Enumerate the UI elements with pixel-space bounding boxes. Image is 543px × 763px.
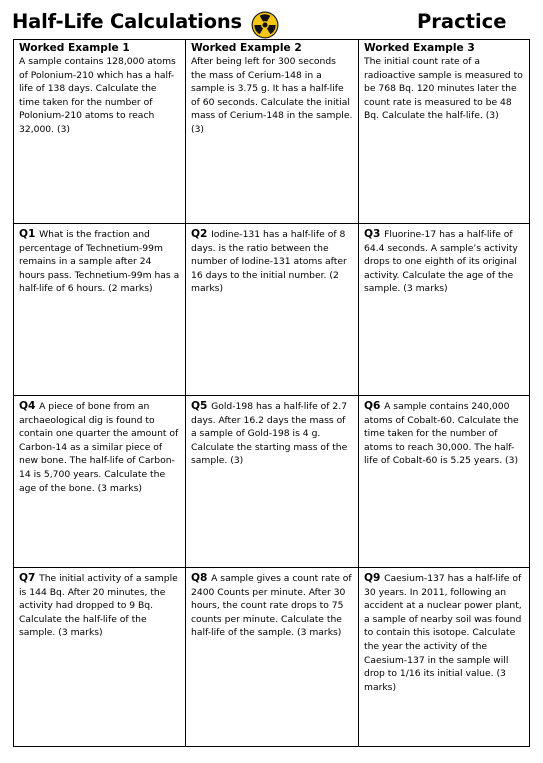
worked-example-3-text: The initial count rate of a radioactive sample is measured to be 768 Bq. 120 minutes later the count rate is measured to be 48 Bq. Calculate the half-life. (3) <box>364 56 523 122</box>
question-8-text: A sample gives a count rate of 2400 Counts per minute. After 30 hours, the count rate drops to 75 counts per minute. Calculate the half-life of the sample. (3 marks) <box>191 573 352 639</box>
question-9-text: Caesium-137 has a half-life of 30 years. In 2011, following an accident at a nuclear power plant, a sample of nearby soil was found to contain this isotope. Calculate the year the activity of the Caesium-137 in the sample will drop to 1/16 its initial value. (3 marks) <box>364 573 522 693</box>
worked-example-3-heading: Worked Example 3 <box>364 42 475 54</box>
question-3-cell <box>359 224 529 396</box>
question-1-label: Q1 <box>19 228 40 240</box>
worked-example-3-cell <box>359 40 529 224</box>
question-4-cell <box>14 396 186 568</box>
question-8-cell <box>186 568 359 746</box>
question-1-cell <box>14 224 186 396</box>
worked-example-2-cell <box>186 40 359 224</box>
question-2-cell <box>186 224 359 396</box>
practice-label: Practice <box>417 10 507 33</box>
question-6-text: A sample contains 240,000 atoms of Cobalt-60. Calculate the time taken for the number of atoms to reach 30,000. The half-life of Cobalt-60 is 5.25 years. (3) <box>364 401 519 467</box>
worksheet-header <box>0 0 543 38</box>
worked-example-1-text: A sample contains 128,000 atoms of Polonium-210 which has a half-life of 138 days. Calculate the time taken for the number of Polonium-210 atoms to reach 32,000. (3) <box>19 56 176 135</box>
question-7-cell <box>14 568 186 746</box>
question-5-label: Q5 <box>191 400 212 412</box>
question-4-text: A piece of bone from an archaeological dig is found to contain one quarter the amount of Carbon-14 as a similar piece of new bone. The half-life of Carbon-14 is 5,700 years. Calculate the age of the bone. (3 marks) <box>19 401 179 494</box>
question-2-label: Q2 <box>191 228 212 240</box>
question-6-cell <box>359 396 529 568</box>
question-3-text: Fluorine-17 has a half-life of 64.4 seconds. A sample’s activity drops to one eighth of its original activity. Calculate the age of the sample. (3 marks) <box>364 229 518 295</box>
question-2-text: Iodine-131 has a half-life of 8 days. is the ratio between the number of Iodine-131 atoms after 16 days to the initial number. (2 marks) <box>191 229 347 295</box>
question-9-label: Q9 <box>364 572 385 584</box>
worked-example-2-text: After being left for 300 seconds the mass of Cerium-148 in a sample is 3.75 g. It has a half-life of 60 seconds. Calculate the initial mass of Cerium-148 in the sample. (3) <box>191 56 353 135</box>
question-7-text: The initial activity of a sample is 144 Bq. After 20 minutes, the activity had dropped to 9 Bq. Calculate the half-life of the sample. (3 marks) <box>19 573 178 639</box>
question-6-label: Q6 <box>364 400 385 412</box>
question-1-text: What is the fraction and percentage of Technetium-99m remains in a sample after 24 hours pass. Technetium-99m has a half-life of 6 hours. (2 marks) <box>19 229 180 295</box>
worked-example-1-cell <box>14 40 186 224</box>
worked-example-2-heading: Worked Example 2 <box>191 42 302 54</box>
page-title: Half-Life Calculations <box>12 10 242 33</box>
question-9-cell <box>359 568 529 746</box>
question-grid <box>13 39 530 747</box>
worked-example-1-heading: Worked Example 1 <box>19 42 130 54</box>
question-4-label: Q4 <box>19 400 40 412</box>
question-5-cell <box>186 396 359 568</box>
radiation-trefoil-icon <box>251 11 279 39</box>
question-7-label: Q7 <box>19 572 40 584</box>
question-8-label: Q8 <box>191 572 212 584</box>
question-3-label: Q3 <box>364 228 385 240</box>
question-5-text: Gold-198 has a half-life of 2.7 days. After 16.2 days the mass of a sample of Gold-198 is 4 g. Calculate the starting mass of the sample. (3) <box>191 401 348 467</box>
